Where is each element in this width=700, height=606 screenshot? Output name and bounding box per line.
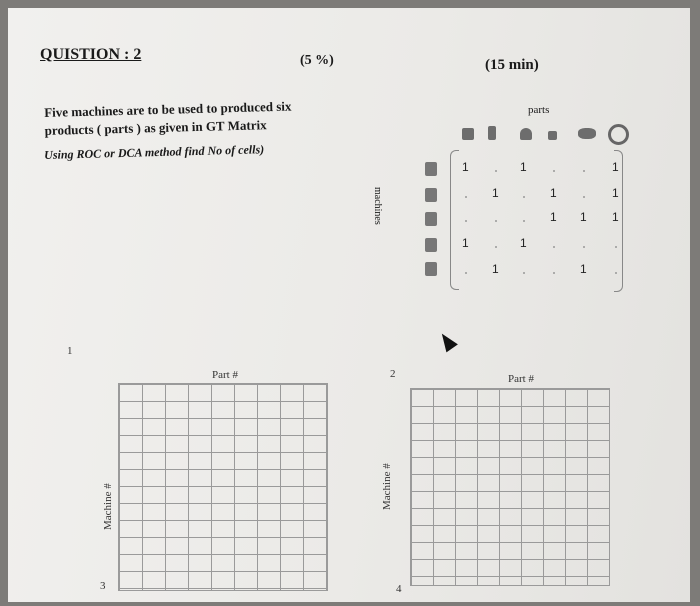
matrix-empty-dot (615, 272, 617, 274)
grid-2-part-label: Part # (508, 373, 534, 385)
matrix-empty-dot (495, 246, 497, 248)
problem-line-2: products ( parts ) as given in GT Matrix (44, 117, 267, 138)
matrix-empty-dot (615, 246, 617, 248)
part-5-icon (578, 128, 596, 139)
machines-label: machines (372, 187, 383, 225)
matrix-left-bracket (450, 150, 459, 290)
matrix-empty-dot (523, 272, 525, 274)
footer-number-4: 4 (396, 583, 402, 595)
machine-3-icon (425, 212, 437, 226)
matrix-cell: 1 (492, 262, 499, 276)
matrix-empty-dot (465, 220, 467, 222)
matrix-empty-dot (465, 272, 467, 274)
matrix-empty-dot (583, 170, 585, 172)
matrix-empty-dot (553, 246, 555, 248)
matrix-empty-dot (583, 196, 585, 198)
part-6-icon (608, 124, 629, 145)
matrix-cell: 1 (580, 210, 587, 224)
matrix-empty-dot (553, 272, 555, 274)
grid-1-machine-label: Machine # (102, 483, 114, 530)
matrix-cell: 1 (612, 186, 619, 200)
matrix-cell: 1 (520, 160, 527, 174)
matrix-cell: 1 (550, 186, 557, 200)
matrix-empty-dot (495, 220, 497, 222)
matrix-empty-dot (583, 246, 585, 248)
matrix-cell: 1 (612, 160, 619, 174)
machine-1-icon (425, 162, 437, 176)
matrix-cell: 1 (520, 236, 527, 250)
grid-1-part-label: Part # (212, 369, 238, 381)
part-3-icon (520, 128, 532, 140)
machine-2-icon (425, 188, 437, 202)
question-title: QUISTION : 2 (40, 46, 142, 63)
problem-line-1: Five machines are to be used to produced six (44, 98, 292, 120)
matrix-cell: 1 (580, 262, 587, 276)
footer-number-3: 3 (100, 580, 106, 592)
matrix-empty-dot (495, 170, 497, 172)
problem-statement (44, 98, 292, 140)
part-4-icon (548, 131, 557, 140)
instruction-text: Using ROC or DCA method find No of cells) (44, 142, 265, 162)
grid-1 (118, 383, 328, 591)
matrix-empty-dot (523, 196, 525, 198)
matrix-empty-dot (553, 170, 555, 172)
matrix-cell: 1 (492, 186, 499, 200)
grid-2-machine-label: Machine # (381, 463, 393, 510)
grid-2 (410, 388, 610, 586)
parts-label: parts (528, 104, 550, 116)
matrix-cell: 1 (462, 236, 469, 250)
question-time: (15 min) (485, 57, 539, 73)
matrix-empty-dot (465, 196, 467, 198)
matrix-cell: 1 (612, 210, 619, 224)
matrix-empty-dot (523, 220, 525, 222)
machine-4-icon (425, 238, 437, 252)
part-2-icon (488, 126, 496, 140)
grid-2-number: 2 (390, 368, 396, 380)
part-1-icon (462, 128, 474, 140)
question-weight: (5 %) (300, 53, 334, 68)
matrix-cell: 1 (462, 160, 469, 174)
grid-1-number: 1 (67, 345, 73, 357)
matrix-cell: 1 (550, 210, 557, 224)
machine-5-icon (425, 262, 437, 276)
